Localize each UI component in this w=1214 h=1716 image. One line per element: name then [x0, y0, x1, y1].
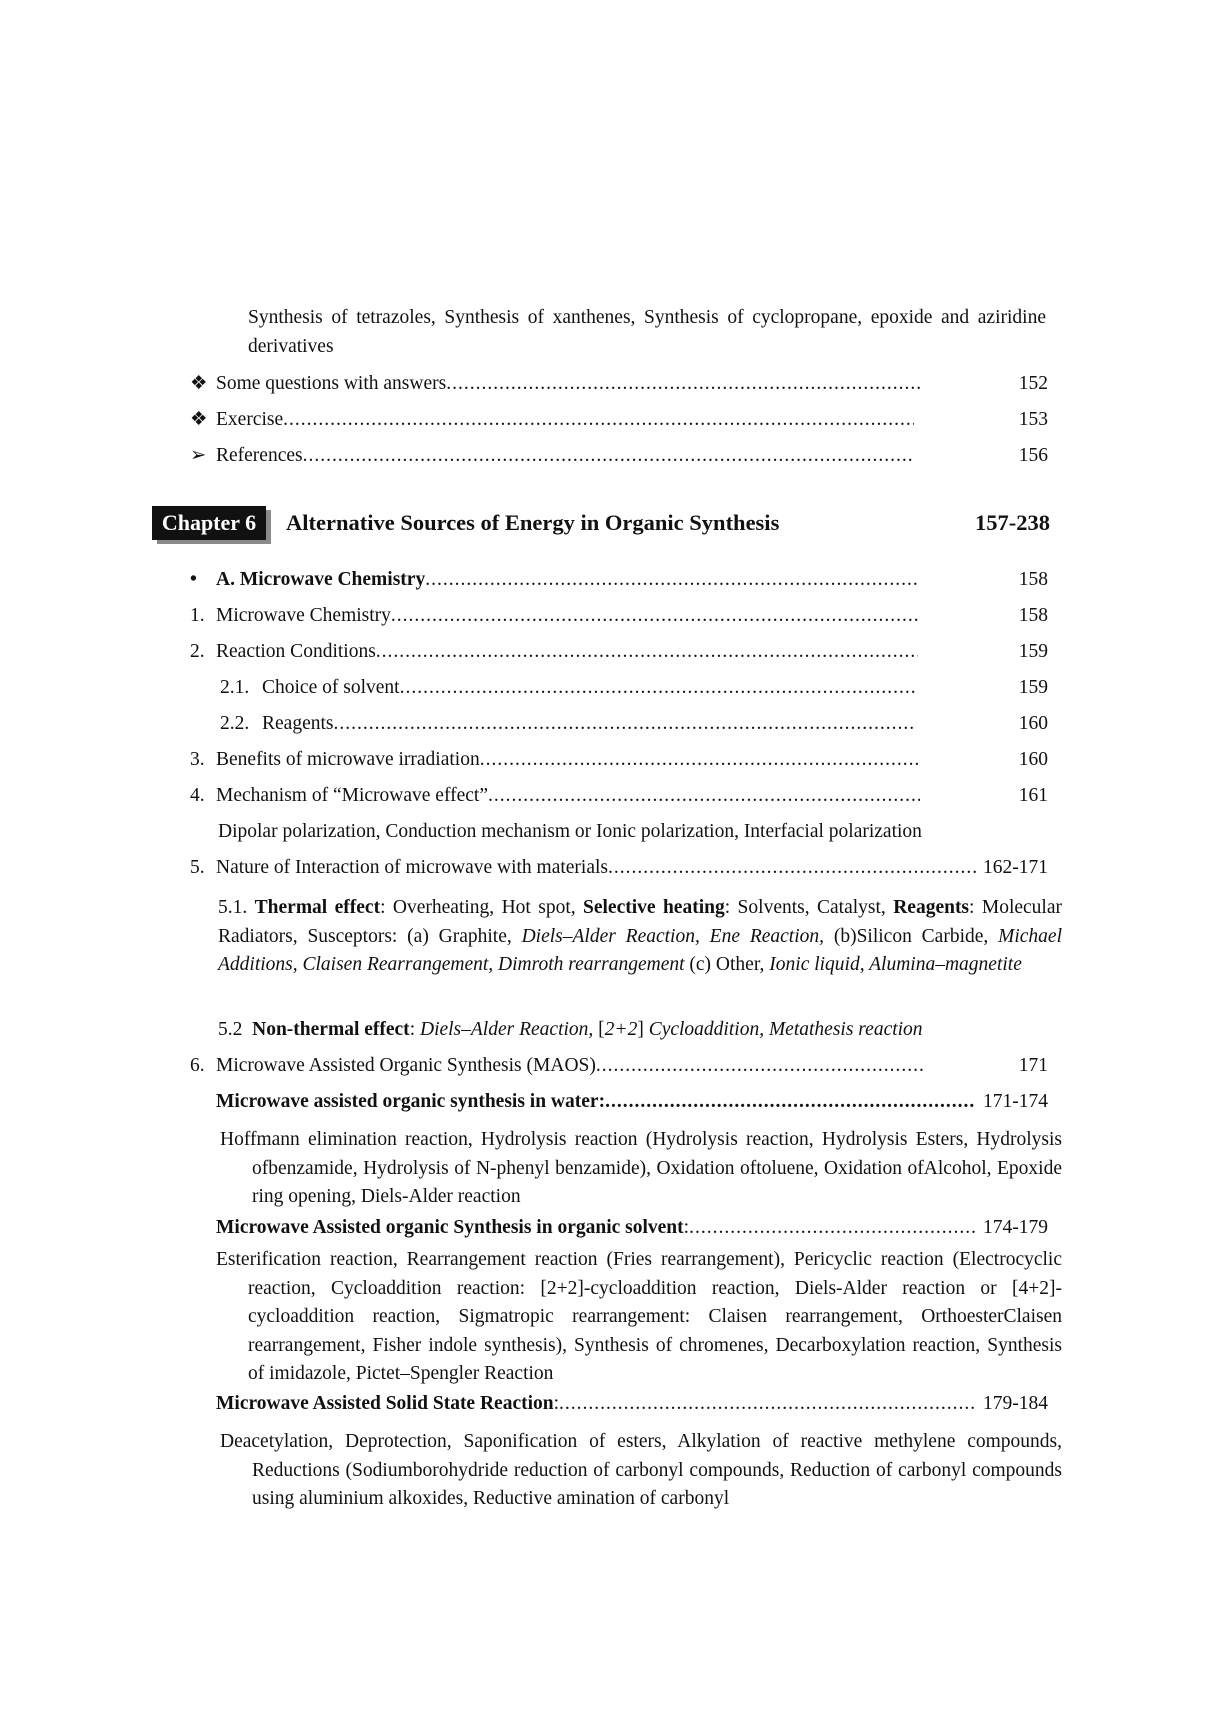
toc-item-6[interactable]: 6. Microwave Assisted Organic Synthesis (MAOS) ..... — [190, 1052, 924, 1080]
page-number: 152 — [1018, 373, 1048, 394]
continuation-paragraph: Synthesis of tetrazoles, Synthesis of xanthenes, Synthesis of cyclopropane, epoxide and aziridine derivatives — [248, 307, 1046, 357]
page-number: 162-171 — [983, 857, 1048, 878]
toc-heading-solid-state[interactable]: Microwave Assisted Solid State Reaction : ..... — [216, 1390, 976, 1418]
solid-state-topics-paragraph: Deacetylation, Deprotection, Saponification of esters, Alkylation of reactive methylene compounds, Reductions (Sodiumborohydride reduction of carbonyl compounds, Reduction of carbonyl compounds using aluminium alkoxides, Reductive amination of carbonyl — [220, 1431, 1062, 1509]
page-number: 174-179 — [983, 1217, 1048, 1238]
chapter-badge: Chapter 6 — [152, 506, 266, 540]
toc-item-references[interactable]: ➢ References ..... — [190, 442, 914, 470]
item-5-1-paragraph: 5.1. Thermal effect: Overheating, Hot spot, Selective heating: Solvents, Catalyst, Reagents: Molecular Radiators, Susceptors: (a) Graphite, Diels–Alder Reaction, Ene Reaction, (b)Silicon Carbide, Michael Additions, Claisen Rearrangement, Dimroth rearrangement (c) Other, Ionic liquid, Alumina–magnetite — [218, 897, 1062, 975]
item-5-2-line: 5.2 Non-thermal effect: Diels–Alder Reaction, [2+2] Cycloaddition, Metathesis reaction — [218, 1019, 923, 1040]
page-number: 159 — [1018, 677, 1048, 698]
toc-item-1[interactable]: 1. Microwave Chemistry ..... — [190, 602, 920, 630]
page-number: 160 — [1018, 713, 1048, 734]
page-number: 156 — [1018, 445, 1048, 466]
water-topics-paragraph: Hoffmann elimination reaction, Hydrolysis reaction (Hydrolysis reaction, Hydrolysis Esters, Hydrolysis ofbenzamide, Hydrolysis of N-phenyl benzamide), Oxidation oftoluene, Oxidation ofAlcohol, Epoxide ring opening, Diels-Alder reaction — [220, 1129, 1062, 1207]
arrow-bullet-icon: ➢ — [190, 445, 207, 466]
chapter-page-range: 157-238 — [975, 510, 1050, 535]
mechanism-subtopics: Dipolar polarization, Conduction mechanism or Ionic polarization, Interfacial polarization — [218, 821, 922, 842]
toc-item-4[interactable]: 4. Mechanism of “Microwave effect” ..... — [190, 782, 920, 810]
page-number: 153 — [1018, 409, 1048, 430]
toc-item-2-1[interactable]: 2.1. Choice of solvent ..... — [220, 674, 918, 702]
organic-solvent-topics-paragraph: Esterification reaction, Rearrangement reaction (Fries rearrangement), Pericyclic reaction (Electrocyclic reaction, Cycloaddition reaction: [2+2]-cycloaddition reaction, Diels-Alder reaction or [4+2]-cycloaddition reaction, Sigmatropic rearrangement: Claisen rearrangement, OrthoesterClaisen rearrangement, Fisher indole synthesis), Synthesis of chromenes, Decarboxylation reaction, Synthesis of imidazole, Pictet–Spengler Reaction — [216, 1249, 1062, 1384]
toc-item-questions[interactable]: ❖ Some questions with answers ..... — [190, 370, 920, 398]
diamond-bullet-icon: ❖ — [190, 409, 208, 430]
page-number: 161 — [1018, 785, 1048, 806]
page-number: 158 — [1018, 569, 1048, 590]
diamond-bullet-icon: ❖ — [190, 373, 208, 394]
toc-item-2-2[interactable]: 2.2. Reagents ..... — [220, 710, 914, 738]
toc-item-exercise[interactable]: ❖ Exercise ..... — [190, 406, 914, 434]
page-number: 160 — [1018, 749, 1048, 770]
dot-bullet-icon: • — [190, 569, 197, 590]
page-number: 159 — [1018, 641, 1048, 662]
chapter-title[interactable]: Alternative Sources of Energy in Organic Synthesis — [286, 510, 780, 535]
page-number: 171-174 — [983, 1091, 1048, 1112]
page-number: 179-184 — [983, 1393, 1048, 1414]
toc-heading-water[interactable]: Microwave assisted organic synthesis in water: ..... — [216, 1088, 976, 1116]
page-number: 158 — [1018, 605, 1048, 626]
page-number: 171 — [1018, 1055, 1048, 1076]
toc-item-2[interactable]: 2. Reaction Conditions ..... — [190, 638, 918, 666]
toc-item-3[interactable]: 3. Benefits of microwave irradiation ..... — [190, 746, 920, 774]
toc-section-microwave-chemistry[interactable]: • A. Microwave Chemistry ..... — [190, 566, 920, 594]
toc-heading-organic-solvent[interactable]: Microwave Assisted organic Synthesis in organic solvent : ..... — [216, 1214, 976, 1242]
toc-item-5[interactable]: 5. Nature of Interaction of microwave with materials ..... — [190, 854, 976, 882]
